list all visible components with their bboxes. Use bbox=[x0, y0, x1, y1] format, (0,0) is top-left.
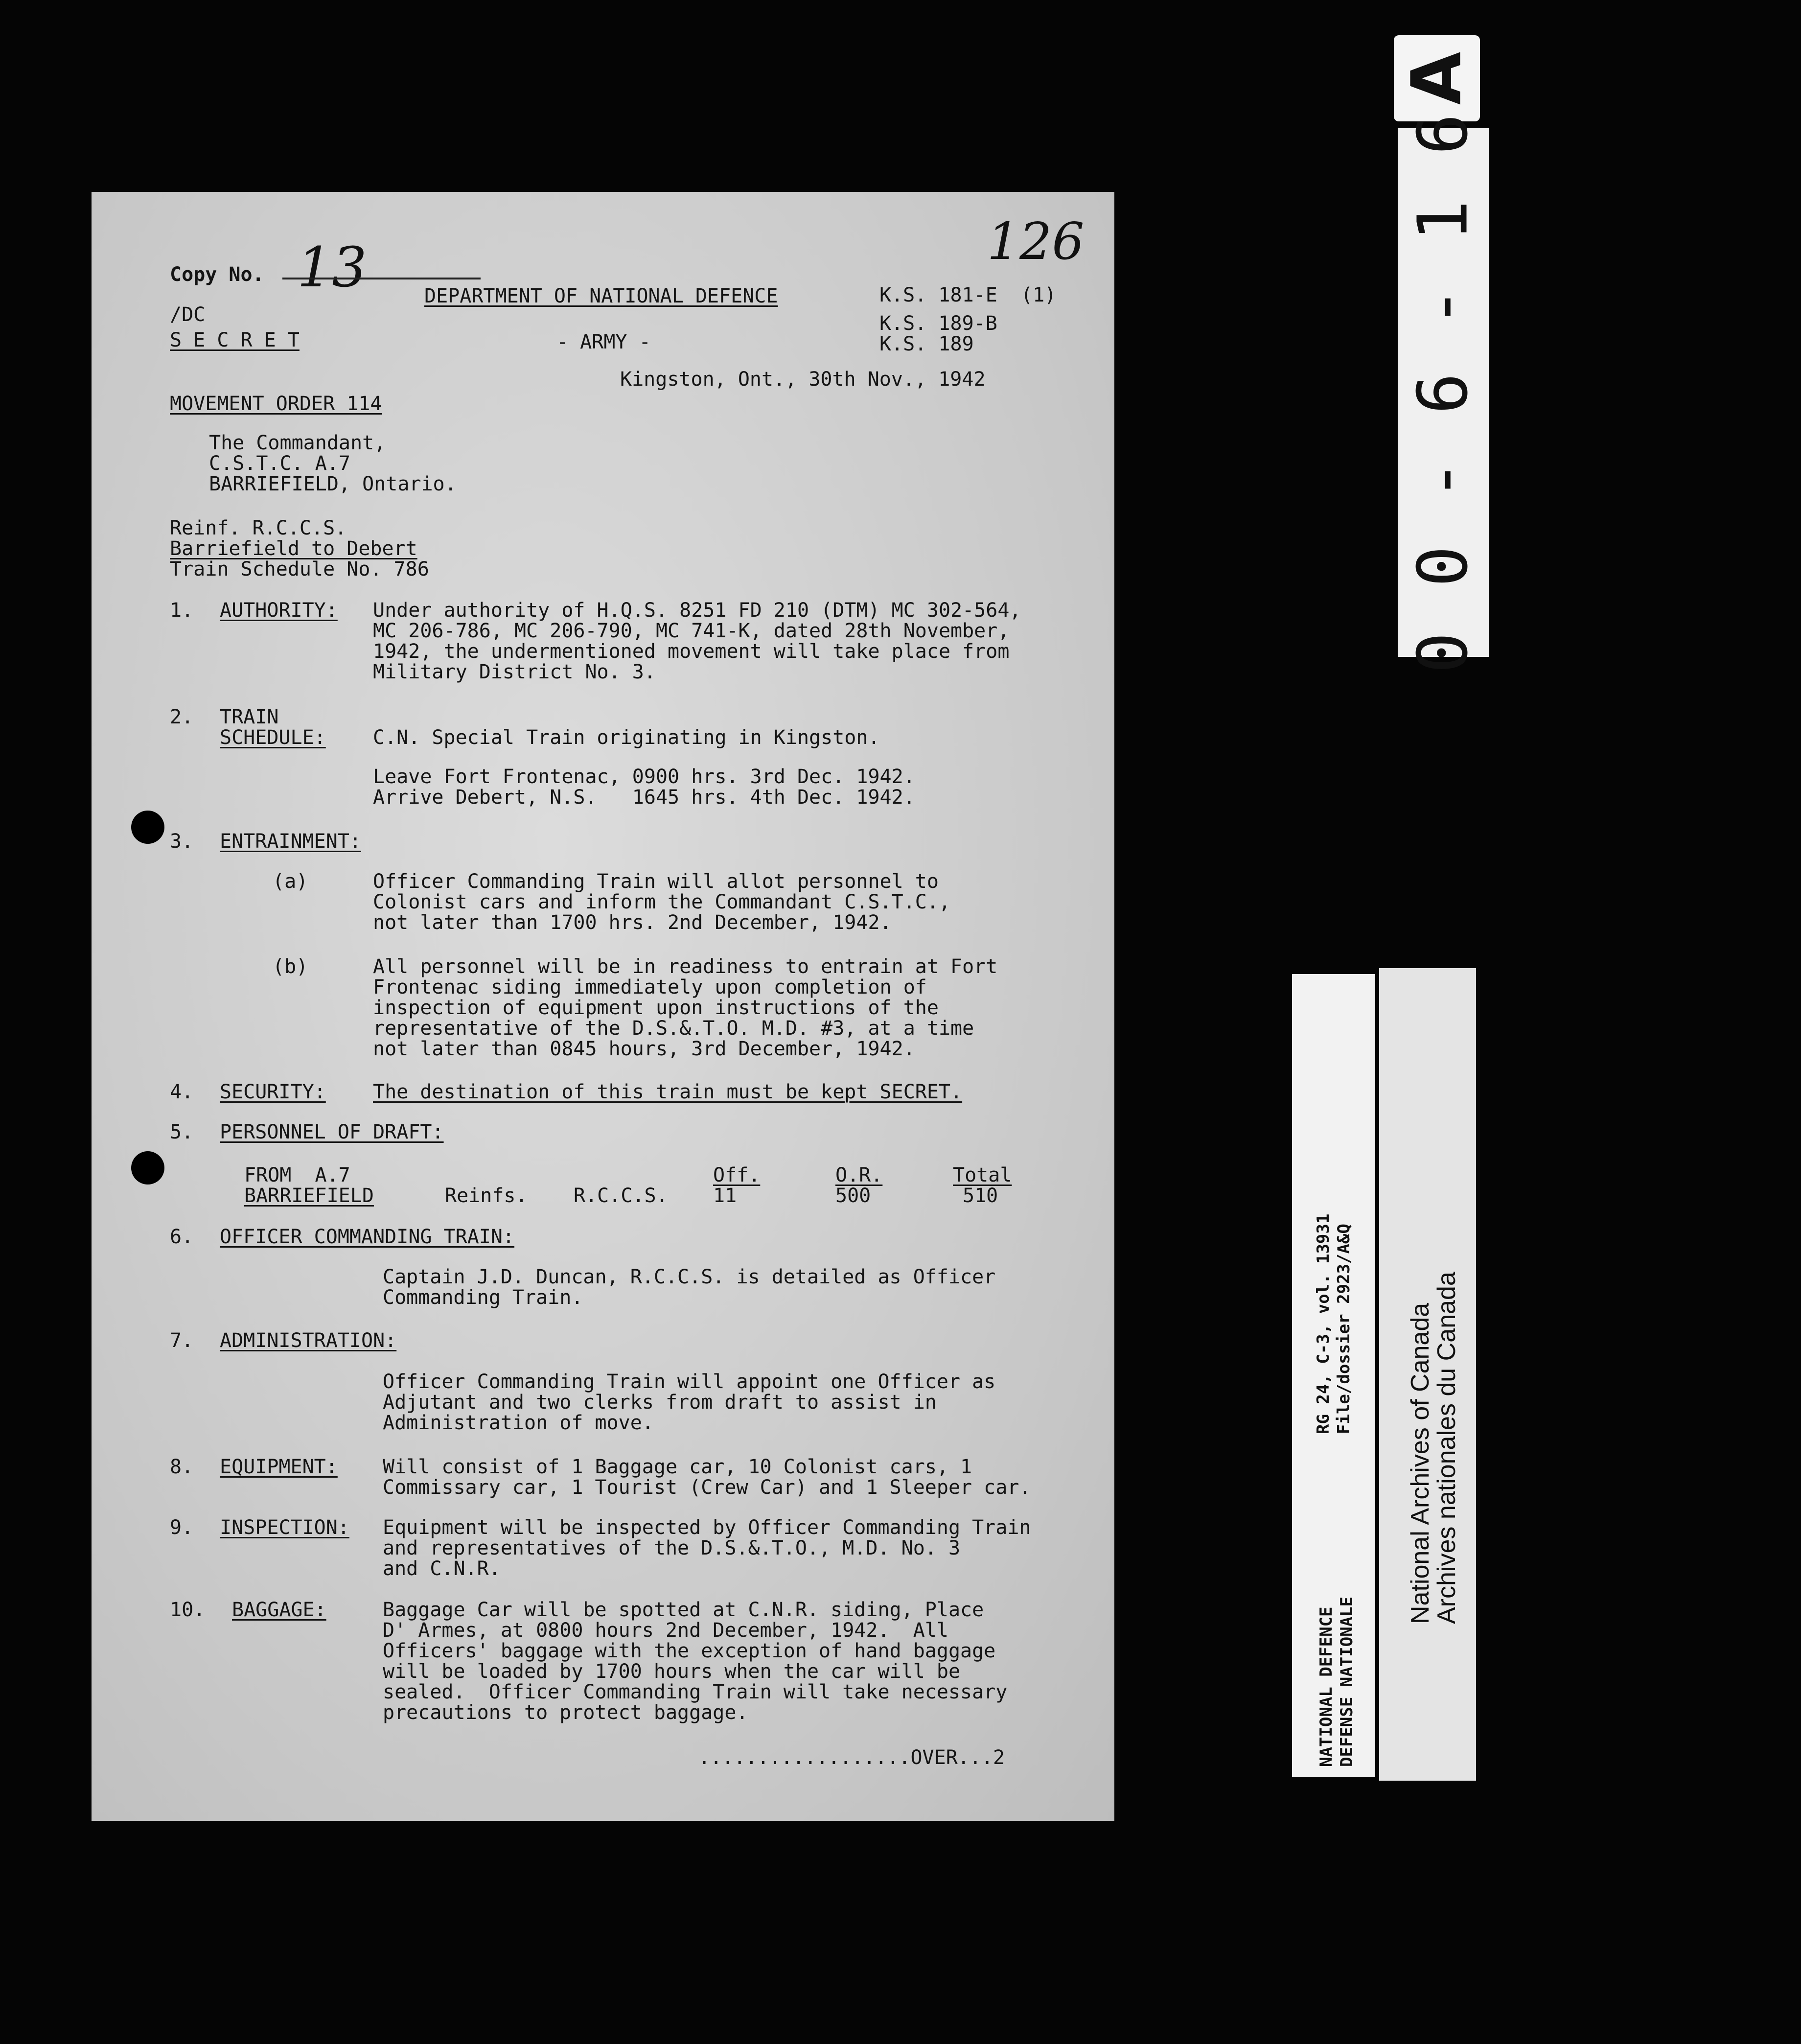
subsection-label: (a) bbox=[273, 870, 308, 893]
section-number: 9. bbox=[170, 1516, 194, 1539]
section-text: Officer Commanding Train will allot personnel to Colonist cars and inform the Commandant C.S.T.C., not later than 1700 hrs. 2nd December, 1942. bbox=[373, 870, 951, 934]
section-number: 2. bbox=[170, 706, 194, 728]
section-text: Leave Fort Frontenac, 0900 hrs. 3rd Dec. 1942. Arrive Debert, N.S. 1645 hrs. 4th Dec. 1942. bbox=[373, 766, 915, 809]
addressee-line: C.S.T.C. A.7 bbox=[209, 452, 350, 475]
section-text: Baggage Car will be spotted at C.N.R. siding, Place D' Armes, at 0800 hours 2nd December, 1942. All Officers' baggage with the exception of hand baggage will be loaded by 1700 hours when the car will be sealed. Officer Commanding Train will take necessary precautions to protect baggage. bbox=[383, 1599, 1008, 1724]
section-text: The destination of this train must be kept SECRET. bbox=[373, 1081, 963, 1103]
dc-mark: /DC bbox=[170, 303, 206, 326]
copy-label: Copy No. bbox=[170, 263, 264, 286]
value-or: 500 bbox=[835, 1185, 871, 1207]
section-number: 10. bbox=[170, 1599, 206, 1621]
order-title: MOVEMENT ORDER 114 bbox=[170, 393, 382, 415]
section-heading: OFFICER COMMANDING TRAIN: bbox=[220, 1226, 515, 1248]
draft-unit: R.C.C.S. bbox=[574, 1185, 668, 1207]
punch-hole bbox=[131, 1151, 164, 1185]
army-heading: - ARMY - bbox=[556, 331, 651, 353]
section-heading: EQUIPMENT: bbox=[220, 1456, 338, 1478]
value-total: 510 bbox=[963, 1185, 998, 1207]
column-header-total: Total bbox=[953, 1164, 1012, 1186]
section-number: 1. bbox=[170, 599, 194, 622]
section-number: 3. bbox=[170, 830, 194, 853]
section-heading: INSPECTION: bbox=[220, 1516, 349, 1539]
punch-hole bbox=[131, 811, 164, 844]
reference-line: RG 24, C-3, vol. 13931 bbox=[1314, 1213, 1333, 1434]
section-heading: SECURITY: bbox=[220, 1081, 326, 1103]
section-heading: TRAIN bbox=[220, 706, 279, 728]
sequence-strip bbox=[1398, 112, 1489, 674]
section-text: All personnel will be in readiness to entrain at Fort Frontenac siding immediately upon completion of inspection of equipment upon instructions of the representative of the D.S.&.T.O. M.D. #3, at a time not later than 0845 hours, 3rd December, 1942. bbox=[373, 955, 998, 1060]
archive-label-reference bbox=[1292, 974, 1375, 1777]
department-line: DEFENSE NATIONALE bbox=[1337, 1597, 1357, 1767]
reference-2: K.S. 189-B bbox=[879, 312, 997, 335]
section-heading: BAGGAGE: bbox=[232, 1599, 326, 1621]
section-heading: ENTRAINMENT: bbox=[220, 830, 361, 853]
subsection-label: (b) bbox=[273, 955, 308, 978]
section-heading: ADMINISTRATION: bbox=[220, 1329, 397, 1352]
section-number: 6. bbox=[170, 1226, 194, 1248]
subject-line: Barriefield to Debert bbox=[170, 537, 417, 560]
volume-letter: A bbox=[1397, 51, 1477, 105]
place-date: Kingston, Ont., 30th Nov., 1942 bbox=[620, 368, 986, 391]
volume-badge bbox=[1394, 35, 1480, 121]
section-number: 7. bbox=[170, 1329, 194, 1352]
addressee-line: BARRIEFIELD, Ontario. bbox=[209, 473, 457, 495]
document-page bbox=[92, 192, 1114, 1821]
page-number: 126 bbox=[987, 211, 1085, 271]
draft-from-place: BARRIEFIELD bbox=[244, 1185, 374, 1207]
sequence-number: 0 0 - 6 - 1 6 bbox=[1403, 112, 1483, 674]
over-footer: ..................OVER...2 bbox=[698, 1746, 1005, 1769]
column-header-or: O.R. bbox=[835, 1164, 883, 1186]
section-heading: SCHEDULE: bbox=[220, 726, 326, 749]
reference-3: K.S. 189 bbox=[879, 333, 974, 355]
section-heading: AUTHORITY: bbox=[220, 599, 338, 622]
subject-line: Train Schedule No. 786 bbox=[170, 558, 429, 581]
value-off: 11 bbox=[713, 1185, 737, 1207]
section-number: 5. bbox=[170, 1121, 194, 1143]
reference-1: K.S. 181-E (1) bbox=[879, 284, 1057, 306]
reference-line: File/dossier 2923/A&Q bbox=[1334, 1224, 1354, 1434]
section-number: 8. bbox=[170, 1456, 194, 1478]
section-text: Will consist of 1 Baggage car, 10 Colonist cars, 1 Commissary car, 1 Tourist (Crew Car) and 1 Sleeper car. bbox=[383, 1456, 1031, 1499]
department-line: NATIONAL DEFENCE bbox=[1316, 1606, 1336, 1767]
secret-mark: S E C R E T bbox=[170, 329, 300, 351]
section-text: Equipment will be inspected by Officer Commanding Train and representatives of the D.S.&.T.O., M.D. No. 3 and C.N.R. bbox=[383, 1516, 1031, 1580]
section-text: Under authority of H.Q.S. 8251 FD 210 (DTM) MC 302-564, MC 206-786, MC 206-790, MC 741-K, dated 28th November, 1942, the undermentioned movement will take place from Military District No. 3. bbox=[373, 599, 1021, 683]
copy-number-rule bbox=[282, 278, 481, 279]
section-number: 4. bbox=[170, 1081, 194, 1103]
section-text: Officer Commanding Train will appoint one Officer as Adjutant and two clerks from draft to assist in Administration of move. bbox=[383, 1370, 996, 1434]
section-text: C.N. Special Train originating in Kingston. bbox=[373, 726, 880, 749]
column-header-off: Off. bbox=[713, 1164, 761, 1186]
archives-name: National Archives of Canada bbox=[1406, 1302, 1434, 1624]
draft-from: FROM A.7 bbox=[244, 1164, 350, 1186]
copy-number: 13 bbox=[297, 236, 367, 300]
archive-label-institution bbox=[1379, 968, 1476, 1781]
section-text: Captain J.D. Duncan, R.C.C.S. is detailed as Officer Commanding Train. bbox=[383, 1266, 996, 1309]
section-heading: PERSONNEL OF DRAFT: bbox=[220, 1121, 444, 1143]
draft-unit: Reinfs. bbox=[445, 1185, 528, 1207]
department-heading: DEPARTMENT OF NATIONAL DEFENCE bbox=[424, 285, 778, 307]
subject-line: Reinf. R.C.C.S. bbox=[170, 517, 347, 539]
archives-name: Archives nationales du Canada bbox=[1432, 1272, 1461, 1624]
addressee-line: The Commandant, bbox=[209, 432, 386, 454]
